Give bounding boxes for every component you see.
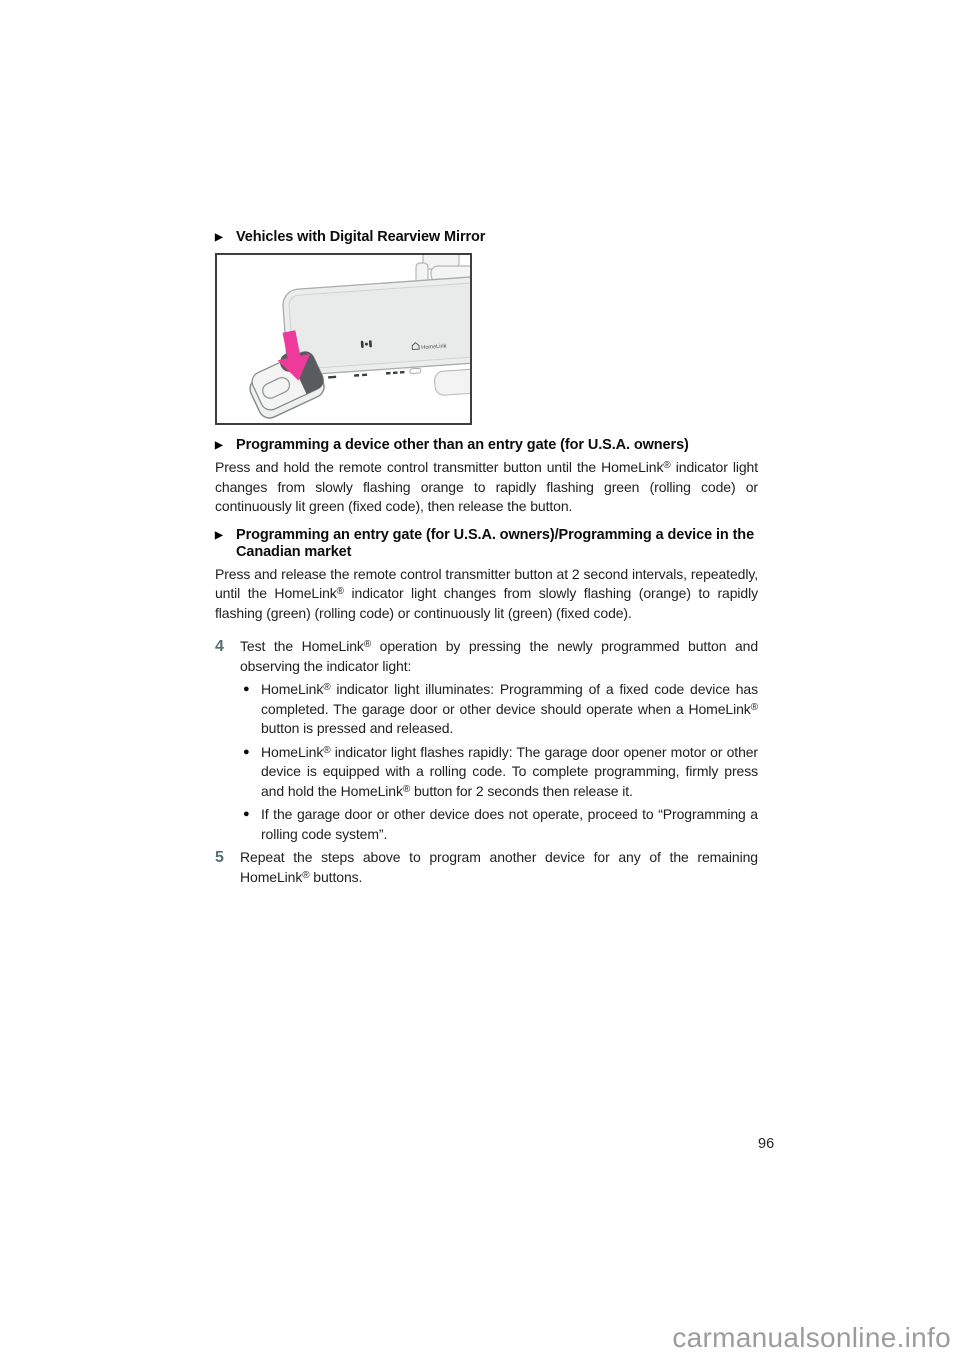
bullet-icon: ●: [243, 683, 250, 695]
step-body: [240, 637, 758, 844]
step-text: Repeat the steps above to program another device for any of the remaining HomeLink® buttons.: [240, 849, 758, 885]
heading-text: Programming an entry gate (for U.S.A. owners)/Programming a device in the Canadian market: [236, 526, 755, 560]
bullet-icon: ●: [243, 808, 250, 820]
heading-text: Vehicles with Digital Rearview Mirror: [236, 229, 486, 245]
illustration-svg: [217, 255, 470, 423]
heading-digital-rearview-mirror: [215, 229, 758, 246]
step-number: 4: [215, 638, 224, 655]
heading-programming-entry-gate: [215, 527, 758, 561]
watermark: carmanualsonline.info: [672, 1322, 951, 1353]
triangle-marker-icon: ▶: [215, 529, 223, 541]
heading-programming-other-device: [215, 437, 758, 454]
list-item: [240, 805, 758, 844]
list-item: [240, 680, 758, 739]
bullet-text: If the garage door or other device does not operate, proceed to “Programming a rolling code system”.: [261, 806, 758, 842]
list-item: [240, 743, 758, 802]
step-number: 5: [215, 849, 224, 866]
bullet-text: HomeLink® indicator light flashes rapidly: The garage door opener motor or other device is equipped with a rolling code. To complete programming, firmly press and hold the HomeLink® button for 2 seconds then release it.: [261, 743, 758, 799]
bullet-icon: ●: [243, 745, 250, 758]
triangle-marker-icon: ▶: [215, 440, 223, 451]
bullet-text: HomeLink® indicator light illuminates: Programming of a fixed code device has completed. The garage door or other device should operate when a HomeLink® button is pressed and released.: [261, 681, 758, 736]
step-item-4: [215, 637, 758, 844]
page-number: 96: [758, 1136, 775, 1152]
paragraph-programming-other: Press and hold the remote control transmitter button until the HomeLink® indicator light changes from slowly flashing orange to rapidly flashing green (rolling code) or continuously lit green (fixed code), then release the button.: [215, 459, 759, 514]
step-item-5: [215, 848, 758, 887]
mirror-remote-illustration: [215, 253, 472, 425]
heading-text: Programming a device other than an entry gate (for U.S.A. owners): [236, 437, 689, 453]
paragraph-entry-gate: Press and release the remote control transmitter button at 2 second intervals, repeatedly, until the HomeLink® indicator light changes from slowly flashing (orange) to rapidly flashing (green) (rolling code) or continuously lit (green) (fixed code).: [215, 565, 758, 621]
step-text: Test the HomeLink® operation by pressing the newly programmed button and observing the indicator light:: [240, 638, 759, 674]
triangle-marker-icon: ▶: [215, 232, 223, 243]
step-body: [240, 848, 758, 887]
mirror-lower-bracket: [434, 369, 470, 396]
page-content: [215, 229, 758, 887]
homelink-label: HomeLink: [421, 343, 447, 352]
